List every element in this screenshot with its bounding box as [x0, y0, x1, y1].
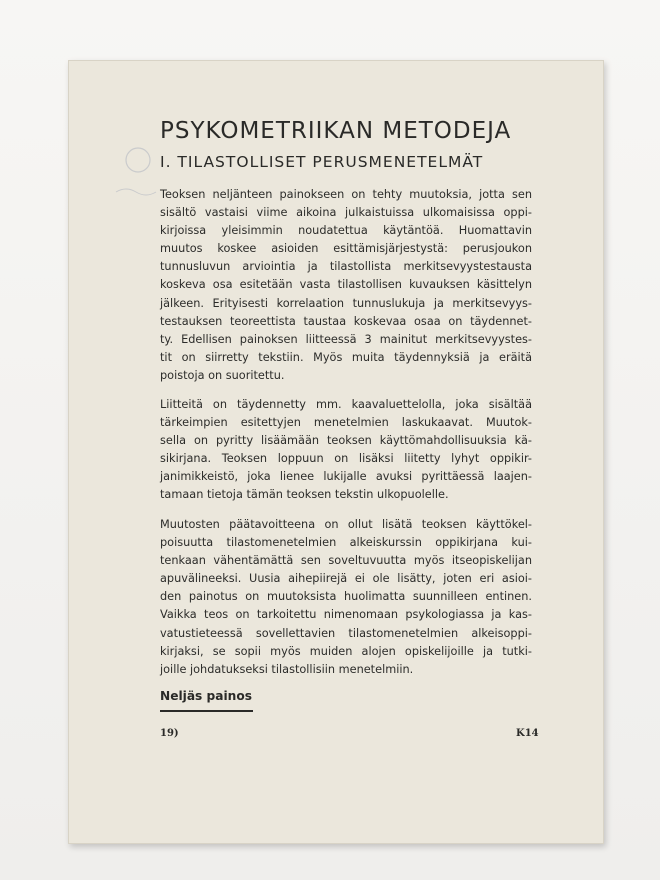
text-line: den painotus on muutoksista huolimatta suunnilleen entinen.	[160, 590, 532, 604]
text-line: ty. Edellisen painoksen liitteessä 3 mainitut merkitsevyystes-	[160, 332, 532, 346]
text-line: poisuutta tilastomenetelmien alkeiskurssin oppikirjana kui-	[160, 536, 532, 550]
text-line: sikirjana. Teoksen loppuun on lisäksi liitetty lyhyt oppikir-	[160, 452, 532, 466]
print-code-right: K14	[516, 728, 539, 739]
text-line: joille johdatukseksi tilastollisiin menetelmiin.	[160, 662, 414, 676]
text-line: sella on pyritty lisäämään teoksen käyttömahdollisuuksia kä-	[160, 434, 532, 448]
text-line: tunnusluvun arviointia ja tilastollista merkitsevyystestausta	[160, 260, 532, 274]
text-line: janimikkeistö, joka lienee lukijalle avuksi pyrittäessä laajen-	[160, 470, 532, 484]
text-line: sisältö vastaisi viime aikoina julkaistuissa ulkomaisissa oppi-	[160, 206, 532, 220]
text-line: jälkeen. Erityisesti korrelaation tunnuslukuja ja merkitsevyys-	[160, 296, 532, 310]
edition-underline	[160, 710, 253, 712]
text-line: tärkeimpien esitettyjen menetelmien laskukaavat. Muutok-	[160, 416, 532, 430]
paragraph-2	[160, 396, 532, 505]
paragraph-3	[160, 516, 532, 679]
text-line: Teoksen neljänteen painokseen on tehty muutoksia, jotta sen	[160, 188, 532, 201]
text-line: vatustieteessä sovellettavien tilastomenetelmien alkeisoppi-	[160, 626, 532, 640]
text-line: koskeva osa esitetään vasta tilastollisen kuvauksen käsittelyn	[160, 278, 532, 292]
text-line: apuvälineeksi. Uusia aihepiirejä ei ole lisätty, joten eri asioi-	[160, 572, 532, 586]
text-line: Muutosten päätavoitteena on ollut lisätä teoksen käyttökel-	[160, 518, 532, 531]
edition-label: Neljäs painos	[160, 689, 252, 703]
paragraph-1	[160, 186, 532, 385]
text-line: Vaikka teos on tarkoitettu nimenomaan psykologiassa ja kas-	[160, 608, 532, 622]
text-line: Liitteitä on täydennetty mm. kaavaluettelolla, joka sisältää	[160, 398, 532, 411]
text-line: poistoja on suoritettu.	[160, 368, 285, 382]
text-line: testauksen teoreettista taustaa koskevaa osaa on täydennet-	[160, 314, 532, 328]
text-line: kirjoissa yleisimmin noudatettua käytäntöä. Huomattavin	[160, 224, 532, 238]
text-line: tamaan tietoja tämän teoksen tekstin ulkopuolelle.	[160, 488, 449, 502]
book-subtitle: I. TILASTOLLISET PERUSMENETELMÄT	[160, 153, 484, 171]
print-code-left: 19)	[160, 728, 179, 739]
text-line: kirjaksi, se sopii myös muiden alojen opiskelijoille ja tutki-	[160, 644, 532, 658]
book-title: PSYKOMETRIIKAN METODEJA	[160, 118, 512, 144]
text-line: tit on siirretty tekstiin. Myös muita täydennyksiä ja eräitä	[160, 350, 532, 364]
text-line: tenkaan vähentämättä sen soveltuvuutta myös itseopiskelijan	[160, 554, 532, 568]
text-line: muutos koskee asioiden esittämisjärjestystä: perusjoukon	[160, 242, 532, 256]
faded-stamp-mark	[108, 140, 168, 210]
